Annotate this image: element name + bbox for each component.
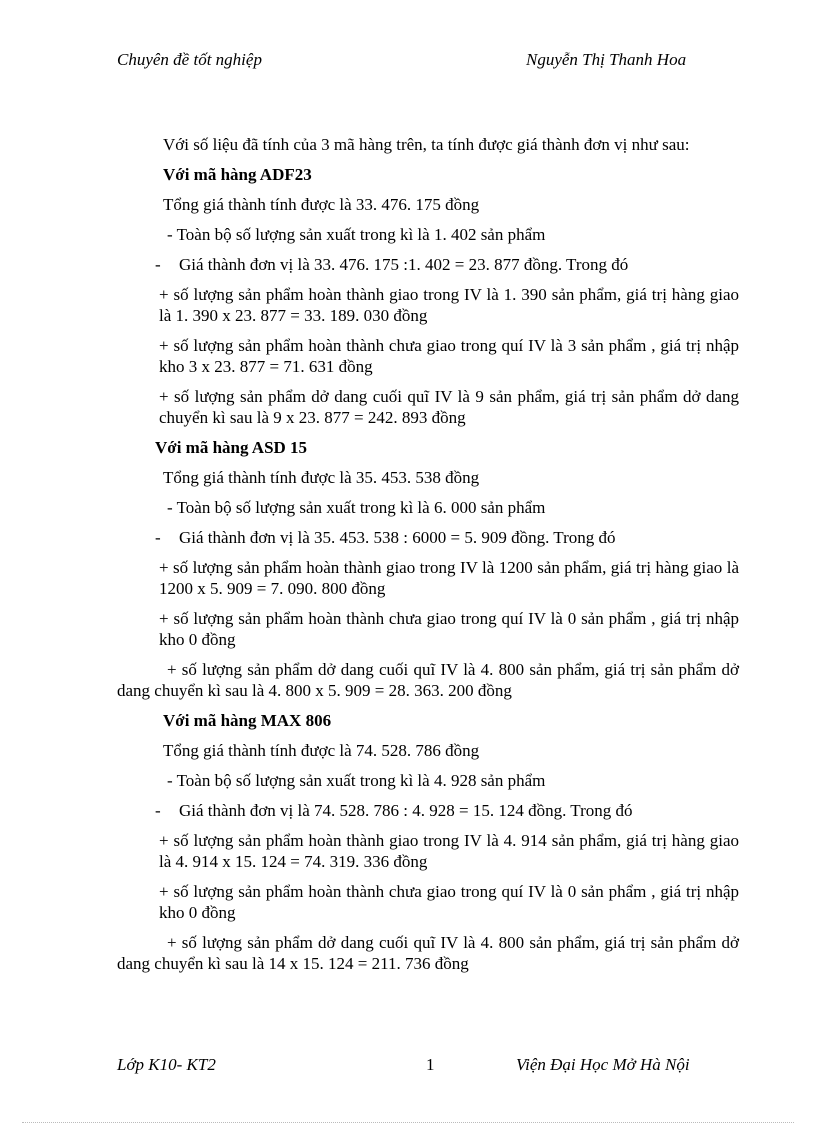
header-left: Chuyên đề tốt nghiệp [117,50,262,69]
section-2-unit-price [117,527,739,548]
section-2-total: Tổng giá thành tính được là 35. 453. 538 đồng [163,468,480,487]
section-1-bullet-1: + số lượng sản phẩm hoàn thành giao trong IV là 1. 390 sản phẩm, giá trị hàng giao là 1. 390 x 23. 877 = 33. 189. 030 đồng [159,285,739,325]
dash-bullet: - [155,255,161,274]
section-2-quantity: - Toàn bộ số lượng sản xuất trong kì là 6. 000 sản phẩm [167,498,546,517]
section-2-heading: Với mã hàng ASD 15 [155,438,308,457]
section-3-bullet-1: + số lượng sản phẩm hoàn thành giao trong IV là 4. 914 sản phẩm, giá trị hàng giao là 4. 914 x 15. 124 = 74. 319. 336 đồng [159,831,739,871]
section-1-bullet-3: + số lượng sản phẩm dở dang cuối quĩ IV là 9 sản phẩm, giá trị sản phẩm dở dang chuyển kì sau là 9 x 23. 877 = 242. 893 đồng [159,387,739,427]
section-1-unit-text: Giá thành đơn vị là 33. 476. 175 :1. 402 = 23. 877 đồng. Trong đó [179,255,629,274]
section-1-unit-price [117,254,739,275]
section-3-unit-text: Giá thành đơn vị là 74. 528. 786 : 4. 928 = 15. 124 đồng. Trong đó [179,801,633,820]
section-3-unit-price [117,800,739,821]
section-2-bullet-2: + số lượng sản phẩm hoàn thành chưa giao trong quí IV là 0 sản phẩm , giá trị nhập kho 0 đồng [159,609,739,649]
document-body [117,134,739,983]
page-number: 1 [426,1055,435,1074]
section-3-bullet-3: + số lượng sản phẩm dở dang cuối quĩ IV là 4. 800 sản phẩm, giá trị sản phẩm dở dang chuyển kì sau là 14 x 15. 124 = 211. 736 đồng [117,933,739,973]
intro-paragraph: Với số liệu đã tính của 3 mã hàng trên, ta tính được giá thành đơn vị như sau: [163,135,690,154]
section-3-heading: Với mã hàng MAX 806 [163,711,332,730]
footer-institution: Viện Đại Học Mở Hà Nội [516,1055,690,1074]
section-3-quantity: - Toàn bộ số lượng sản xuất trong kì là 4. 928 sản phẩm [167,771,546,790]
section-2-unit-text: Giá thành đơn vị là 35. 453. 538 : 6000 = 5. 909 đồng. Trong đó [179,528,616,547]
section-1-bullet-2: + số lượng sản phẩm hoàn thành chưa giao trong quí IV là 3 sản phẩm , giá trị nhập kho 3 x 23. 877 = 71. 631 đồng [159,336,739,376]
header-right: Nguyễn Thị Thanh Hoa [526,50,687,69]
section-3-bullet-2: + số lượng sản phẩm hoàn thành chưa giao trong quí IV là 0 sản phẩm , giá trị nhập kho 0 đồng [159,882,739,922]
dash-bullet: - [155,801,161,820]
section-2-bullet-1: + số lượng sản phẩm hoàn thành giao trong IV là 1200 sản phẩm, giá trị hàng giao là 1200 x 5. 909 = 7. 090. 800 đồng [159,558,739,598]
section-3-total: Tổng giá thành tính được là 74. 528. 786 đồng [163,741,480,760]
section-1-quantity: - Toàn bộ số lượng sản xuất trong kì là 1. 402 sản phẩm [167,225,546,244]
section-2-bullet-3: + số lượng sản phẩm dở dang cuối quĩ IV là 4. 800 sản phẩm, giá trị sản phẩm dở dang chuyển kì sau là 4. 800 x 5. 909 = 28. 363. 200 đồng [117,660,739,700]
section-1-total: Tổng giá thành tính được là 33. 476. 175 đồng [163,195,480,214]
dash-bullet: - [155,528,161,547]
footer-class: Lớp K10- KT2 [117,1055,216,1074]
section-1-heading: Với mã hàng ADF23 [163,165,312,184]
